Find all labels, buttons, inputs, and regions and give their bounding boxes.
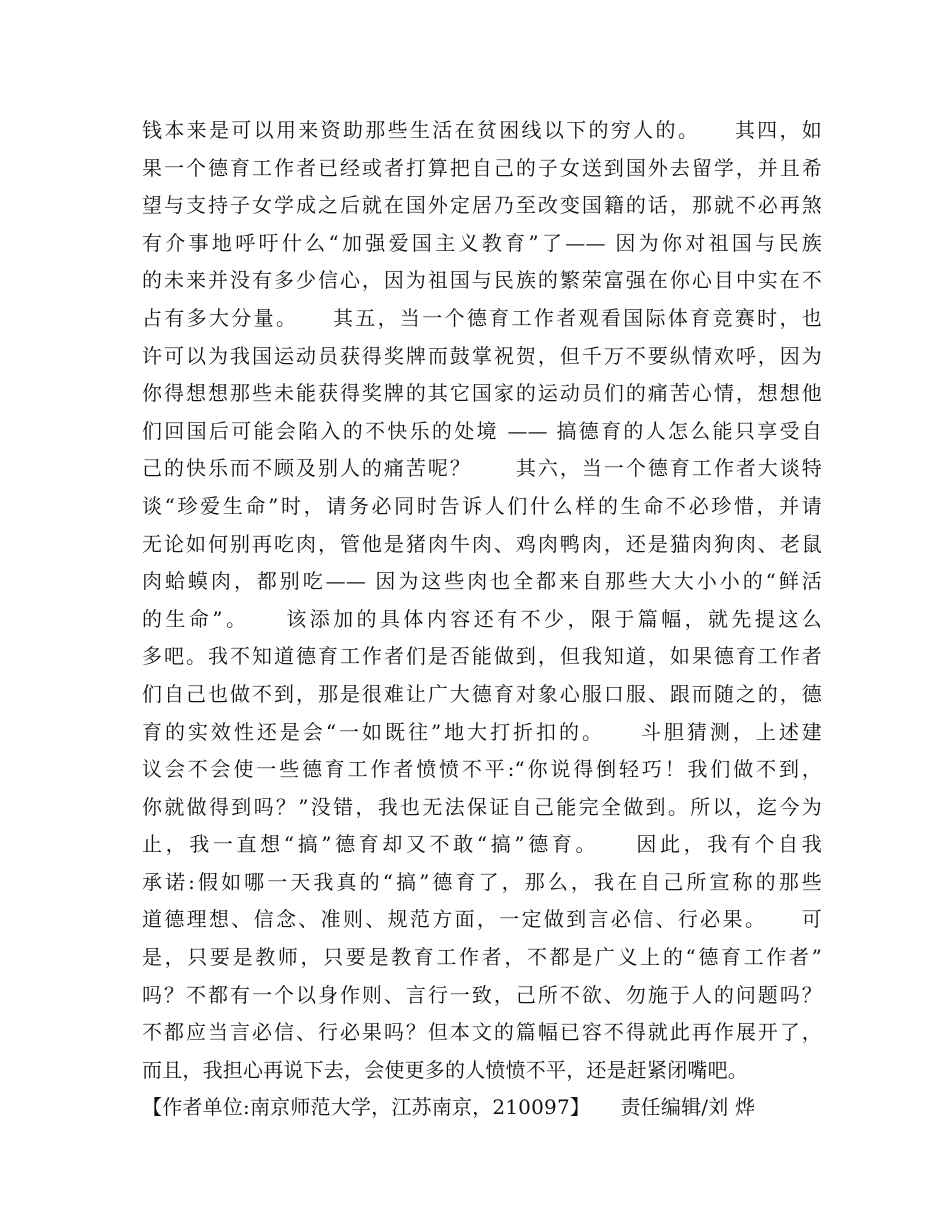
author-affiliation-line: 【作者单位:南京师范大学，江苏南京，210097】 责任编辑/刘 烨 — [142, 1095, 756, 1120]
text-line: 果一个德育工作者已经或者打算把自己的子女送到国外去留学，并且希 — [142, 155, 822, 180]
text-line: 吗？不都有一个以身作则、言行一致，己所不欲、勿施于人的问题吗？ — [142, 982, 822, 1007]
text-line: 多吧。我不知道德育工作者们是否能做到，但我知道，如果德育工作者 — [142, 644, 822, 669]
text-line: 的生命”。 该添加的具体内容还有不少，限于篇幅，就先提这么 — [142, 606, 822, 631]
text-line: 你得想想那些未能获得奖牌的其它国家的运动员们的痛苦心情，想想他 — [142, 381, 822, 406]
text-line: 谈“珍爱生命”时，请务必同时告诉人们什么样的生命不必珍惜，并请 — [142, 493, 822, 518]
text-line: 望与支持子女学成之后就在国外定居乃至改变国籍的话，那就不必再煞 — [142, 193, 822, 218]
text-line: 承诺:假如哪一天我真的“搞”德育了，那么，我在自己所宣称的那些 — [142, 869, 822, 894]
text-line: 是，只要是教师，只要是教育工作者，不都是广义上的“德育工作者” — [142, 945, 822, 970]
text-line: 有介事地呼吁什么“加强爱国主义教育”了—— 因为你对祖国与民族 — [142, 230, 822, 255]
text-line: 无论如何别再吃肉，管他是猪肉牛肉、鸡肉鸭肉，还是猫肉狗肉、老鼠 — [142, 531, 822, 556]
text-line: 育的实效性还是会“一如既往”地大打折扣的。 斗胆猜测，上述建 — [142, 719, 822, 744]
text-line: 己的快乐而不顾及别人的痛苦呢？ 其六，当一个德育工作者大谈特 — [142, 456, 822, 481]
text-line: 道德理想、信念、准则、规范方面，一定做到言必信、行必果。 可 — [142, 907, 822, 932]
text-line: 止，我一直想“搞”德育却又不敢“搞”德育。 因此，我有个自我 — [142, 832, 822, 857]
text-line: 肉蛤蟆肉，都别吃—— 因为这些肉也全都来自那些大大小小的“鲜活 — [142, 569, 822, 594]
text-line: 许可以为我国运动员获得奖牌而鼓掌祝贺，但千万不要纵情欢呼，因为 — [142, 343, 822, 368]
text-line: 你就做得到吗？”没错，我也无法保证自己能完全做到。所以，迄今为 — [142, 794, 822, 819]
text-line: 不都应当言必信、行必果吗？但本文的篇幅已容不得就此再作展开了， — [142, 1020, 822, 1045]
text-line: 们自己也做不到，那是很难让广大德育对象心服口服、跟而随之的，德 — [142, 681, 822, 706]
text-line: 而且，我担心再说下去，会使更多的人愤愤不平，还是赶紧闭嘴吧。 — [142, 1057, 748, 1082]
text-line: 钱本来是可以用来资助那些生活在贫困线以下的穷人的。 其四，如 — [142, 118, 822, 142]
text-line: 们回国后可能会陷入的不快乐的处境 —— 搞德育的人怎么能只享受自 — [142, 418, 822, 443]
text-line: 议会不会使一些德育工作者愤愤不平:“你说得倒轻巧！我们做不到， — [142, 757, 822, 782]
text-line: 的未来并没有多少信心，因为祖国与民族的繁荣富强在你心目中实在不 — [142, 268, 822, 293]
text-line: 占有多大分量。 其五，当一个德育工作者观看国际体育竞赛时，也 — [142, 305, 822, 330]
document-page — [142, 112, 822, 1127]
